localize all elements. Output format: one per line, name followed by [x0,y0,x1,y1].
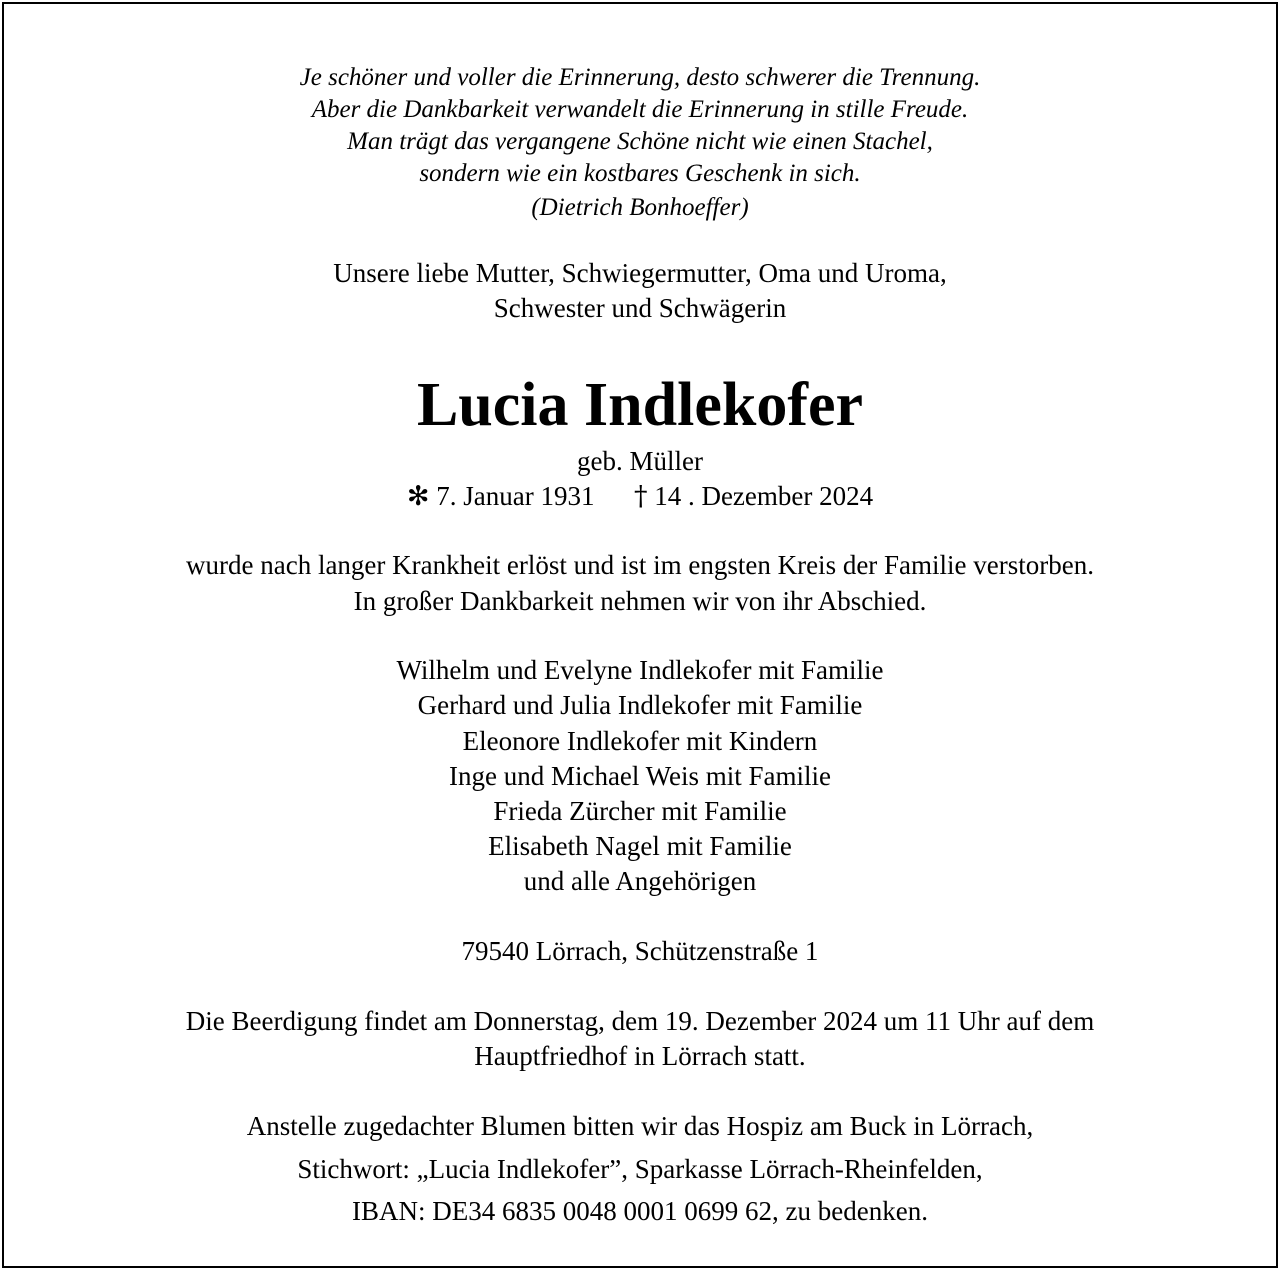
mourner-line-6: Elisabeth Nagel mit Familie [488,831,792,861]
message-line-2: In großer Dankbarkeit nehmen wir von ihr Abschied. [353,586,927,616]
message-line-1: wurde nach langer Krankheit erlöst und ist im engsten Kreis der Familie verstorben. [186,550,1094,580]
mourner-line-5: Frieda Zürcher mit Familie [493,796,787,826]
address: 79540 Lörrach, Schützenstraße 1 [461,936,819,966]
death-date: 14 . Dezember 2024 [654,481,874,511]
quote-line-3: Man trägt das vergangene Schöne nicht wie einen Stachel, [347,128,933,155]
quote-line-2: Aber die Dankbarkeit verwandelt die Erinnerung in stille Freude. [311,96,969,123]
mourner-line-2: Gerhard und Julia Indlekofer mit Familie [417,690,863,720]
deceased-name: Lucia Indlekofer [416,371,864,439]
quote-line-4: sondern wie ein kostbares Geschenk in sich. [419,160,861,187]
life-dates [0,479,1280,514]
mourner-line-1: Wilhelm und Evelyne Indlekofer mit Familie [396,655,884,685]
birth-date: 7. Januar 1931 [436,481,595,511]
mourner-line-4: Inge und Michael Weis mit Familie [448,761,831,791]
mourner-line-7: und alle Angehörigen [523,866,757,896]
donation-line-2: Stichwort: „Lucia Indlekofer”, Sparkasse Lörrach-Rheinfelden, [297,1154,983,1184]
intro-line-1: Unsere liebe Mutter, Schwiegermutter, Oma und Uroma, [333,258,947,288]
donation-line-1: Anstelle zugedachter Blumen bitten wir das Hospiz am Buck in Lörrach, [246,1111,1034,1141]
quote-line-1: Je schöner und voller die Erinnerung, desto schwerer die Trennung. [299,64,981,91]
maiden-name: geb. Müller [577,446,703,476]
quote-author: (Dietrich Bonhoeffer) [531,194,749,221]
funeral-line-1: Die Beerdigung findet am Donnerstag, dem 19. Dezember 2024 um 11 Uhr auf dem [185,1006,1095,1036]
birth-star-icon: ✻ [406,481,430,512]
intro-line-2: Schwester und Schwägerin [493,293,787,323]
funeral-line-2: Hauptfriedhof in Lörrach statt. [474,1041,806,1071]
mourner-line-3: Eleonore Indlekofer mit Kindern [462,726,818,756]
donation-line-3: IBAN: DE34 6835 0048 0001 0699 62, zu bedenken. [352,1196,928,1226]
death-cross-icon: † [633,481,648,512]
